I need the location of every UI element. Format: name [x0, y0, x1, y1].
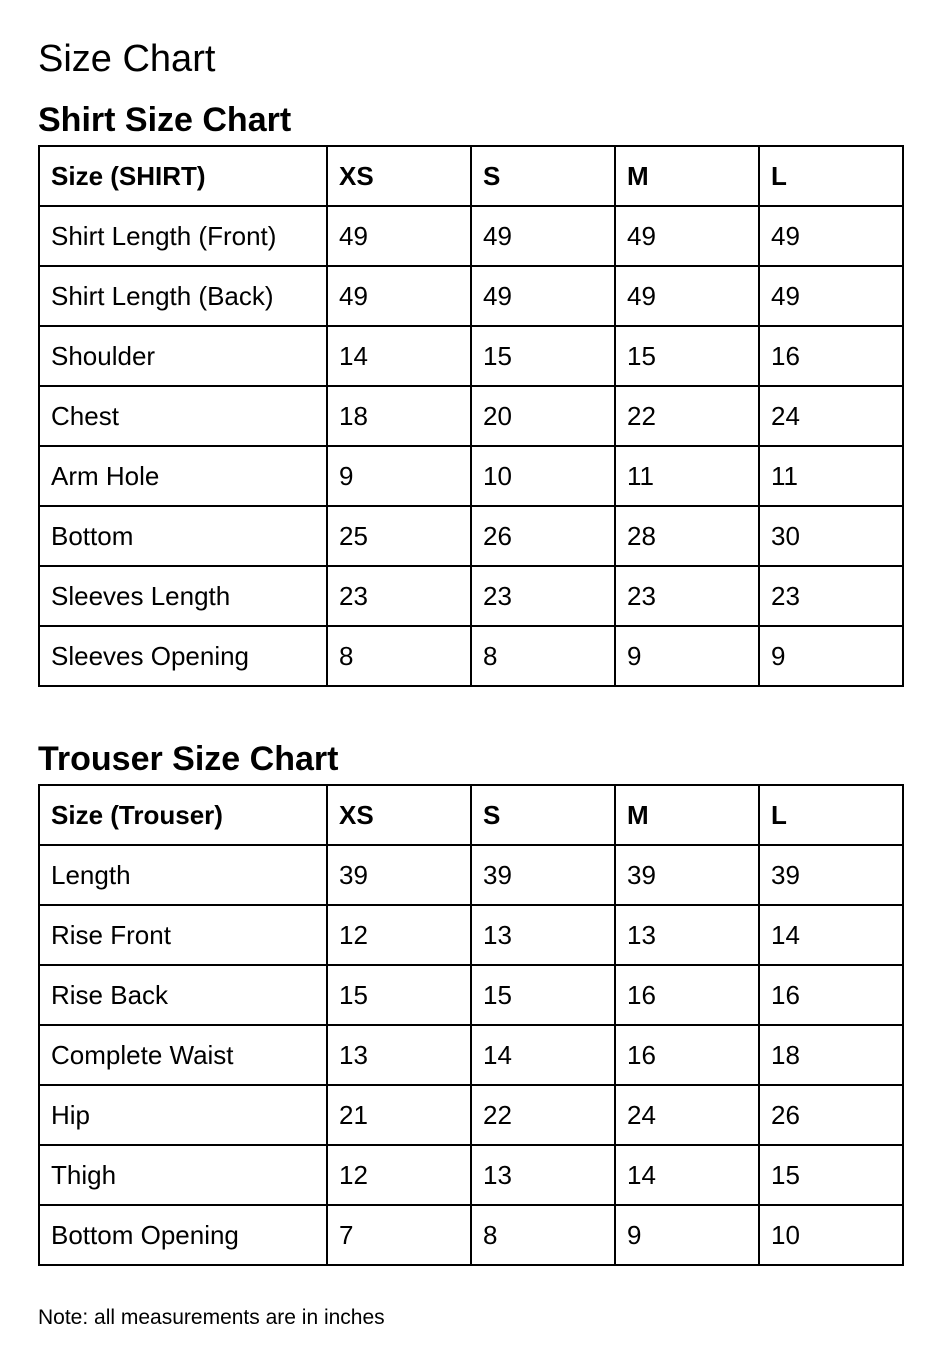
- measurement-cell: 30: [759, 506, 903, 566]
- measurement-cell: 10: [759, 1205, 903, 1265]
- row-label-cell: Sleeves Length: [39, 566, 327, 626]
- measurement-cell: 16: [759, 326, 903, 386]
- measurement-cell: 24: [615, 1085, 759, 1145]
- measurement-cell: 8: [327, 626, 471, 686]
- measurement-cell: 23: [471, 566, 615, 626]
- measurement-cell: 49: [759, 206, 903, 266]
- column-header-size: L: [759, 146, 903, 206]
- row-label-cell: Arm Hole: [39, 446, 327, 506]
- column-header-size: S: [471, 146, 615, 206]
- row-label-cell: Sleeves Opening: [39, 626, 327, 686]
- measurement-cell: 13: [471, 1145, 615, 1205]
- measurement-cell: 9: [327, 446, 471, 506]
- row-label-cell: Bottom: [39, 506, 327, 566]
- measurement-cell: 15: [759, 1145, 903, 1205]
- row-label-cell: Bottom Opening: [39, 1205, 327, 1265]
- row-label-cell: Complete Waist: [39, 1025, 327, 1085]
- measurement-cell: 22: [471, 1085, 615, 1145]
- measurement-cell: 49: [327, 266, 471, 326]
- shirt-size-table: [38, 145, 904, 687]
- table-row: [39, 566, 903, 626]
- trouser-table-body: [39, 785, 903, 1265]
- measurement-cell: 21: [327, 1085, 471, 1145]
- row-label-cell: Chest: [39, 386, 327, 446]
- page-title: Size Chart: [38, 38, 216, 80]
- measurement-cell: 20: [471, 386, 615, 446]
- measurement-cell: 49: [615, 266, 759, 326]
- shirt-header-row: [39, 146, 903, 206]
- measurement-cell: 9: [615, 626, 759, 686]
- measurement-cell: 10: [471, 446, 615, 506]
- measurement-cell: 12: [327, 905, 471, 965]
- table-row: [39, 905, 903, 965]
- measurement-cell: 18: [759, 1025, 903, 1085]
- row-label-cell: Rise Back: [39, 965, 327, 1025]
- measurement-cell: 12: [327, 1145, 471, 1205]
- measurement-cell: 26: [471, 506, 615, 566]
- column-header-size: L: [759, 785, 903, 845]
- measurement-cell: 8: [471, 1205, 615, 1265]
- row-label-cell: Thigh: [39, 1145, 327, 1205]
- table-row: [39, 626, 903, 686]
- measurement-cell: 13: [327, 1025, 471, 1085]
- measurement-cell: 13: [471, 905, 615, 965]
- table-row: [39, 965, 903, 1025]
- column-header-label: Size (Trouser): [39, 785, 327, 845]
- measurement-cell: 13: [615, 905, 759, 965]
- measurement-cell: 16: [759, 965, 903, 1025]
- measurement-cell: 14: [327, 326, 471, 386]
- column-header-size: M: [615, 785, 759, 845]
- measurement-cell: 15: [471, 326, 615, 386]
- shirt-table-body: [39, 146, 903, 686]
- measurement-cell: 18: [327, 386, 471, 446]
- table-row: [39, 1025, 903, 1085]
- measurement-cell: 11: [759, 446, 903, 506]
- measurement-cell: 49: [471, 206, 615, 266]
- table-row: [39, 266, 903, 326]
- measurement-cell: 9: [615, 1205, 759, 1265]
- measurement-cell: 39: [759, 845, 903, 905]
- column-header-size: XS: [327, 785, 471, 845]
- measurement-cell: 7: [327, 1205, 471, 1265]
- measurement-cell: 22: [615, 386, 759, 446]
- trouser-section-title: Trouser Size Chart: [38, 740, 339, 778]
- measurement-cell: 25: [327, 506, 471, 566]
- trouser-size-table: [38, 784, 904, 1266]
- measurement-cell: 39: [471, 845, 615, 905]
- row-label-cell: Rise Front: [39, 905, 327, 965]
- measurement-cell: 49: [327, 206, 471, 266]
- measurement-cell: 16: [615, 965, 759, 1025]
- measurement-cell: 16: [615, 1025, 759, 1085]
- measurement-cell: 39: [615, 845, 759, 905]
- measurement-cell: 14: [471, 1025, 615, 1085]
- table-row: [39, 1145, 903, 1205]
- measurement-cell: 24: [759, 386, 903, 446]
- row-label-cell: Shirt Length (Front): [39, 206, 327, 266]
- table-row: [39, 386, 903, 446]
- table-row: [39, 506, 903, 566]
- trouser-header-row: [39, 785, 903, 845]
- table-row: [39, 326, 903, 386]
- measurement-cell: 15: [615, 326, 759, 386]
- measurement-cell: 39: [327, 845, 471, 905]
- column-header-size: M: [615, 146, 759, 206]
- row-label-cell: Shirt Length (Back): [39, 266, 327, 326]
- measurement-cell: 8: [471, 626, 615, 686]
- column-header-label: Size (SHIRT): [39, 146, 327, 206]
- measurement-cell: 23: [759, 566, 903, 626]
- row-label-cell: Length: [39, 845, 327, 905]
- shirt-section-title: Shirt Size Chart: [38, 101, 292, 139]
- table-row: [39, 206, 903, 266]
- measurement-cell: 15: [471, 965, 615, 1025]
- row-label-cell: Shoulder: [39, 326, 327, 386]
- table-row: [39, 1085, 903, 1145]
- measurement-cell: 9: [759, 626, 903, 686]
- measurement-cell: 49: [471, 266, 615, 326]
- measurement-cell: 26: [759, 1085, 903, 1145]
- measurement-cell: 23: [327, 566, 471, 626]
- column-header-size: S: [471, 785, 615, 845]
- measurement-cell: 28: [615, 506, 759, 566]
- measurement-cell: 49: [759, 266, 903, 326]
- table-row: [39, 845, 903, 905]
- column-header-size: XS: [327, 146, 471, 206]
- table-row: [39, 446, 903, 506]
- measurement-cell: 14: [759, 905, 903, 965]
- measurement-note: Note: all measurements are in inches: [38, 1306, 385, 1329]
- measurement-cell: 23: [615, 566, 759, 626]
- measurement-cell: 49: [615, 206, 759, 266]
- measurement-cell: 15: [327, 965, 471, 1025]
- measurement-cell: 14: [615, 1145, 759, 1205]
- row-label-cell: Hip: [39, 1085, 327, 1145]
- table-row: [39, 1205, 903, 1265]
- measurement-cell: 11: [615, 446, 759, 506]
